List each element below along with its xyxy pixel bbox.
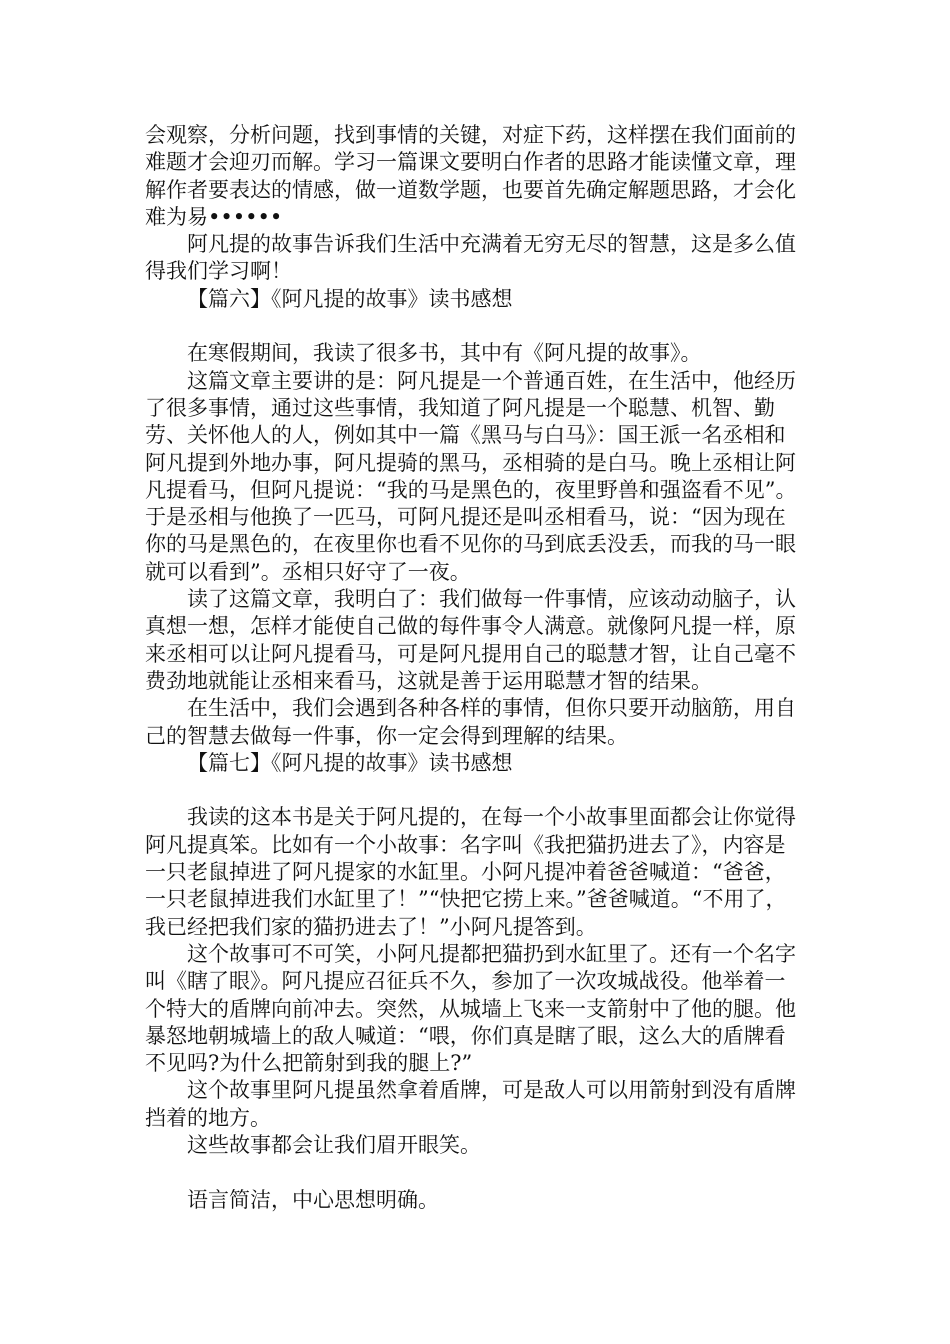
section-seven-closing: 语言简洁，中心思想明确。 xyxy=(187,1187,439,1212)
document-page xyxy=(145,122,805,1214)
section-seven-heading: 【篇七】《阿凡提的故事》读书感想 xyxy=(187,750,513,775)
intro-closing-paragraph: 阿凡提的故事告诉我们生活中充满着无穷无尽的智慧，这是多么值得我们学习啊！ xyxy=(145,232,796,284)
section-seven-paragraph-2: 这个故事可不可笑，小阿凡提都把猫扔到水缸里了。还有一个名字叫《瞎了眼》。阿凡提应召征兵不久，参加了一次攻城战役。他举着一个特大的盾牌向前冲去。突然，从城墙上飞来一支箭射中了他的腿。他暴怒地朝城墙上的敌人喊道：“喂，你们真是瞎了眼，这么大的盾牌看不见吗?为什么把箭射到我的腿上?” xyxy=(145,941,796,1076)
section-six-paragraph-1: 在寒假期间，我读了很多书，其中有《阿凡提的故事》。 xyxy=(187,341,702,366)
section-six-paragraph-2: 这篇文章主要讲的是：阿凡提是一个普通百姓，在生活中，他经历了很多事情，通过这些事情，我知道了阿凡提是一个聪慧、机智、勤劳、关怀他人的人，例如其中一篇《黑马与白马》：国王派一名丞相和阿凡提到外地办事，阿凡提骑的黑马，丞相骑的是白马。晚上丞相让阿凡提看马，但阿凡提说：“我的马是黑色的，夜里野兽和强盗看不见”。于是丞相与他换了一匹马，可阿凡提还是叫丞相看马，说：“因为现在你的马是黑色的，在夜里你也看不见你的马到底丢没丢，而我的马一眼就可以看到”。丞相只好守了一夜。 xyxy=(145,368,797,584)
section-seven-paragraph-1: 我读的这本书是关于阿凡提的，在每一个小故事里面都会让你觉得阿凡提真笨。比如有一个小故事：名字叫《我把猫扔进去了》，内容是一只老鼠掉进了阿凡提家的水缸里。小阿凡提冲着爸爸喊道：“爸爸，一只老鼠掉进我们水缸里了！”“快把它捞上来。”爸爸喊道。“不用了，我已经把我们家的猫扔进去了！”小阿凡提答到。 xyxy=(145,805,796,939)
section-six-paragraph-3: 读了这篇文章，我明白了：我们做每一件事情，应该动动脑子，认真想一想，怎样才能使自己做的每件事令人满意。就像阿凡提一样，原来丞相可以让阿凡提看马，可是阿凡提用自己的聪慧才智，让自己毫不费劲地就能让丞相来看马，这就是善于运用聪慧才智的结果。 xyxy=(145,587,796,693)
continued-paragraph: 会观察，分析问题，找到事情的关键，对症下药，这样摆在我们面前的难题才会迎刃而解。学习一篇课文要明白作者的思路才能读懂文章，理解作者要表达的情感，做一道数学题，也要首先确定解题思路，才会化难为易•••••• xyxy=(145,123,796,229)
blank-line xyxy=(145,1159,805,1186)
section-six-paragraph-4: 在生活中，我们会遇到各种各样的事情，但你只要开动脑筋，用自己的智慧去做每一件事，你一定会得到理解的结果。 xyxy=(145,696,796,748)
section-seven-paragraph-3: 这个故事里阿凡提虽然拿着盾牌，可是敌人可以用箭射到没有盾牌挡着的地方。 xyxy=(145,1078,796,1130)
section-seven-paragraph-4: 这些故事都会让我们眉开眼笑。 xyxy=(187,1132,481,1157)
section-six-heading: 【篇六】《阿凡提的故事》读书感想 xyxy=(187,286,513,311)
